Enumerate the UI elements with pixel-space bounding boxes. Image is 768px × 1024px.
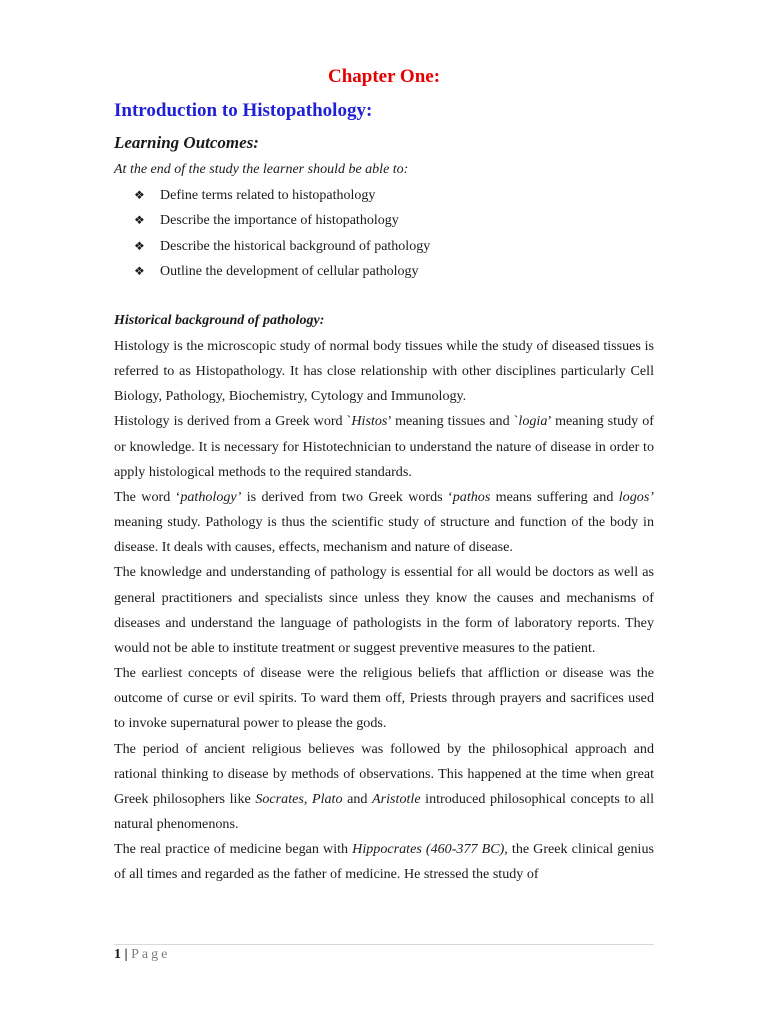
italic-term: pathos bbox=[452, 488, 491, 505]
italic-term: Aristotle bbox=[372, 790, 421, 807]
paragraph-text: ’ meaning tissues and ` bbox=[387, 413, 519, 430]
italic-term: Socrates bbox=[255, 790, 304, 807]
italic-term: logia bbox=[518, 413, 548, 430]
paragraph-text: Histology is derived from a Greek word ` bbox=[114, 413, 352, 430]
list-item bbox=[134, 208, 430, 233]
body-paragraph bbox=[114, 334, 654, 409]
paragraph-text: the Greek clinical genius of all times and regarded as the father of medicine. He stressed the study of bbox=[114, 841, 654, 883]
list-item bbox=[134, 259, 430, 284]
footer-separator: | bbox=[124, 947, 128, 962]
list-item-text: Define terms related to histopathology bbox=[160, 188, 376, 203]
paragraph-text: is derived from two Greek words ‘ bbox=[241, 488, 453, 505]
paragraph-text: The knowledge and understanding of pathology is essential for all would be doctors as well as general practitioners and specialists since unless they know the causes and mechanisms of diseases and understand the language of pathologists in the form of laboratory reports. They would not be able to institute treatment or suggest preventive measures to the patient. bbox=[114, 564, 654, 656]
list-item-text: Describe the historical background of pathology bbox=[160, 238, 431, 254]
page-footer bbox=[114, 947, 170, 963]
body-paragraph bbox=[114, 737, 654, 838]
section-title: Introduction to Histopathology: bbox=[114, 100, 373, 121]
list-item-text: Outline the development of cellular pathology bbox=[160, 263, 419, 279]
italic-term: Plato bbox=[311, 790, 343, 807]
body-paragraph bbox=[114, 560, 654, 661]
diamond-bullet-icon: ❖ bbox=[134, 188, 145, 202]
italic-term: pathology’ bbox=[180, 488, 242, 505]
learning-outcomes-intro: At the end of the study the learner should be able to: bbox=[114, 162, 409, 177]
historical-background-heading: Historical background of pathology: bbox=[114, 313, 325, 328]
learning-outcomes-heading: Learning Outcomes: bbox=[114, 133, 259, 152]
list-item-text: Describe the importance of histopathology bbox=[160, 213, 399, 229]
italic-term: logos’ bbox=[618, 488, 654, 505]
page-label: Page bbox=[131, 947, 171, 962]
diamond-bullet-icon: ❖ bbox=[134, 263, 145, 278]
paragraph-text: The earliest concepts of disease were the religious beliefs that affliction or disease was the outcome of curse or evil spirits. To ward them off, Priests through prayers and sacrifices used to invoke supernatural power to please the gods. bbox=[114, 665, 654, 732]
paragraph-text: introduced philosophical concepts to all natural phenomenons. bbox=[114, 790, 655, 832]
diamond-bullet-icon: ❖ bbox=[134, 213, 145, 228]
chapter-title: Chapter One: bbox=[327, 66, 441, 87]
list-item bbox=[134, 183, 430, 208]
body-paragraph bbox=[114, 409, 654, 484]
paragraph-text: meaning study. Pathology is thus the scientific study of structure and function of the body in disease. It deals with causes, effects, mechanism and nature of disease. bbox=[114, 514, 654, 556]
paragraph-text: and bbox=[342, 790, 373, 807]
footer-divider bbox=[114, 944, 654, 945]
learning-outcomes-list bbox=[134, 183, 430, 284]
body-paragraph bbox=[114, 485, 654, 560]
paragraph-text: The period of ancient religious believes was followed by the philosophical approach and rational thinking to disease by methods of observations. This happened at the time when great Greek philosophers like bbox=[114, 740, 654, 807]
body-paragraph bbox=[114, 661, 654, 736]
paragraph-text: The real practice of medicine began with bbox=[114, 841, 353, 858]
body-text bbox=[114, 334, 654, 887]
diamond-bullet-icon: ❖ bbox=[134, 238, 145, 253]
paragraph-text: , bbox=[303, 790, 312, 807]
body-paragraph bbox=[114, 837, 654, 887]
list-item bbox=[134, 234, 430, 259]
italic-term: Hippocrates (460-377 BC), bbox=[352, 841, 508, 858]
paragraph-text: The word ‘ bbox=[114, 488, 181, 505]
italic-term: Histos bbox=[351, 413, 388, 430]
paragraph-text: means suffering and bbox=[490, 488, 619, 505]
paragraph-text: Histology is the microscopic study of normal body tissues while the study of diseased tissues is referred to as Histopathology. It has close relationship with other disciplines particularly Cell Biology, Pathology, Biochemistry, Cytology and Immunology. bbox=[114, 338, 654, 405]
paragraph-text: ’ meaning study of or knowledge. It is necessary for Histotechnician to understand the nature of disease in order to apply histological methods to the required standards. bbox=[114, 413, 654, 480]
page-number: 1 bbox=[114, 947, 121, 962]
